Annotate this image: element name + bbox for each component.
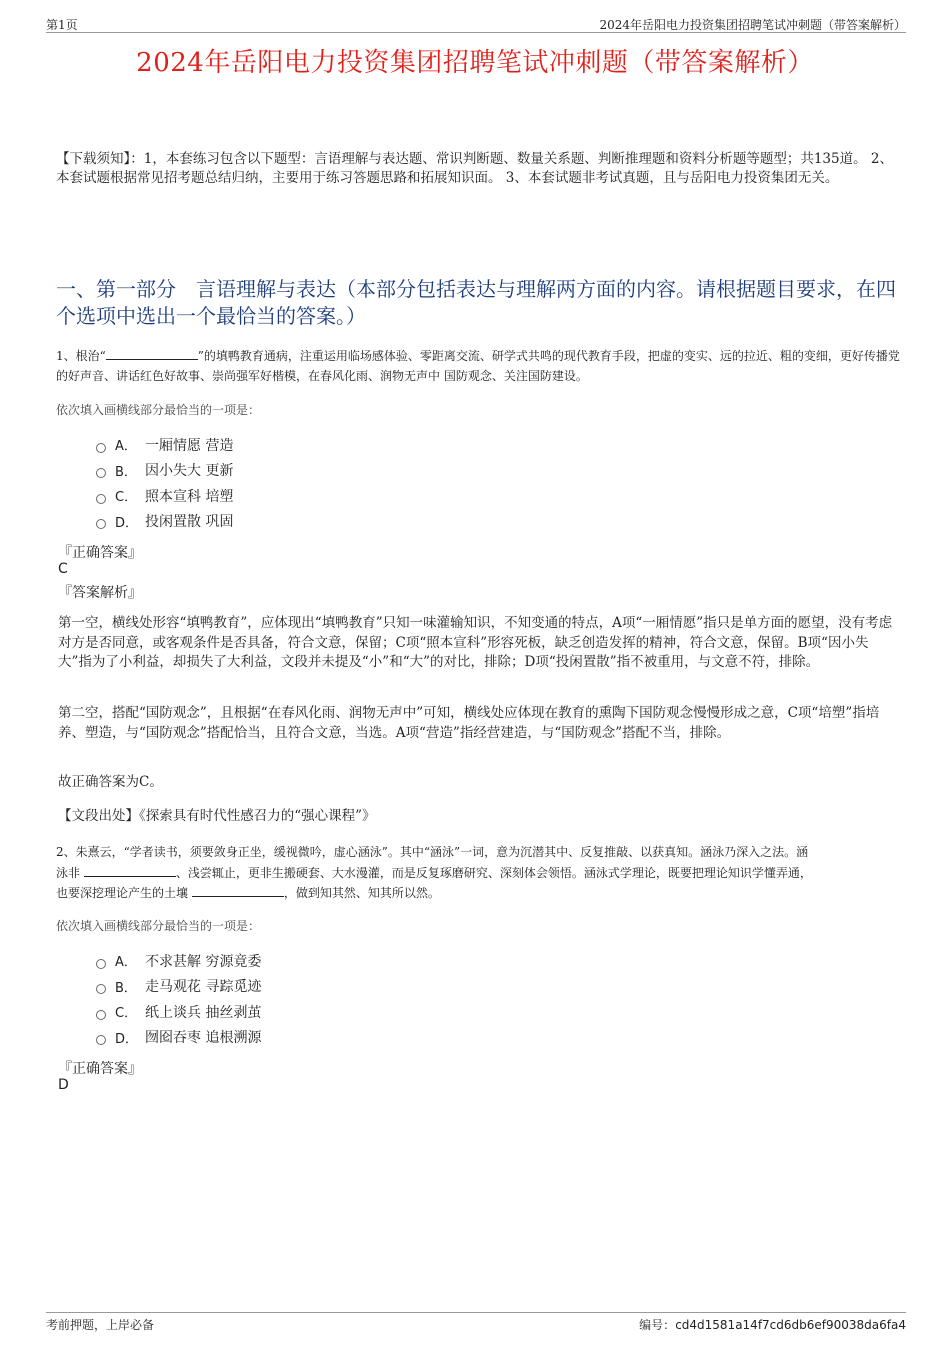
radio-icon[interactable] xyxy=(96,468,106,478)
option-letter: C． xyxy=(115,1006,138,1022)
radio-icon[interactable] xyxy=(96,1010,106,1020)
fill-blank xyxy=(106,347,198,360)
question-2-line-1: 2、朱熹云，“学者读书，须要敛身正坐，缓视微吟，虚心涵泳”。其中“涵泳”一词，意为沉潜其中、反复推敲、以获真知。涵泳乃深入之法。涵 xyxy=(56,845,809,859)
question-1-text-after: ”的填鸭教育通病，注重运用临场感体验、零距离交流、研学式共鸣的现代教育手段，把虚的变实、远的拉近、粗的变细，更好传播党的好声音、讲话红色好故事、崇尚强军好楷模，在春风化雨、润物无声中 国防观念、关注国防建设。 xyxy=(56,349,900,383)
question-2-text xyxy=(56,842,906,904)
answer-label: 『正确答案』 xyxy=(58,545,142,561)
header-doc-title: 2024年岳阳电力投资集团招聘笔试冲刺题（带答案解析） xyxy=(599,18,906,32)
option-c[interactable] xyxy=(96,483,233,509)
radio-icon[interactable] xyxy=(96,443,106,453)
option-text: 一厢情愿 营造 xyxy=(145,437,234,454)
question-2-line-2 xyxy=(56,863,906,884)
analysis-conclusion: 故正确答案为C。 xyxy=(58,774,163,790)
footer-slogan: 考前押题，上岸必备 xyxy=(46,1318,155,1332)
option-letter: D． xyxy=(115,1031,139,1047)
question-2-options xyxy=(96,948,261,1050)
option-text: 囫囵吞枣 追根溯源 xyxy=(145,1030,262,1047)
analysis-label: 『答案解析』 xyxy=(58,585,142,601)
question-2-line-3-before: 也要深挖理论产生的土壤 xyxy=(56,886,189,900)
radio-icon[interactable] xyxy=(96,1035,106,1045)
option-c[interactable] xyxy=(96,999,261,1025)
code-label: 编号： xyxy=(639,1318,676,1332)
question-1-prompt: 依次填入画横线部分最恰当的一项是： xyxy=(56,403,261,417)
option-text: 因小失大 更新 xyxy=(145,463,234,480)
option-letter: B． xyxy=(115,464,137,480)
question-1-options xyxy=(96,432,233,534)
option-text: 不求甚解 穷源竟委 xyxy=(145,953,262,970)
option-d[interactable] xyxy=(96,509,233,535)
fill-blank xyxy=(192,884,284,897)
option-letter: C． xyxy=(115,490,138,506)
download-notice: 【下载须知】：1，本套练习包含以下题型：言语理解与表达题、常识判断题、数量关系题、判断推理题和资料分析题等题型；共135道。 2、本套试题根据常见招考题总结归纳，主要用于练习答题思路和拓展知识面。 3、本套试题非考试真题，且与岳阳电力投资集团无关。 xyxy=(56,151,893,186)
page-header xyxy=(46,14,906,33)
radio-icon[interactable] xyxy=(96,519,106,529)
option-text: 纸上谈兵 抽丝剥茧 xyxy=(145,1004,262,1021)
option-a[interactable] xyxy=(96,432,233,458)
correct-answer: D xyxy=(58,1077,69,1093)
page-number: 第1页 xyxy=(46,18,78,32)
page-footer xyxy=(46,1312,906,1331)
document-title: 2024年岳阳电力投资集团招聘笔试冲刺题（带答案解析） xyxy=(136,48,814,78)
option-text: 走马观花 寻踪觅迹 xyxy=(145,979,262,996)
option-letter: B． xyxy=(115,980,137,996)
option-text: 照本宣科 培塑 xyxy=(145,488,234,505)
question-2-line-2-before: 泳非 xyxy=(56,865,81,880)
document-code xyxy=(639,1316,906,1333)
code-value: cd4d1581a14f7cd6db6ef90038da6fa4 xyxy=(675,1318,906,1332)
analysis-paragraph-2: 第二空，搭配“国防观念”，且根据“在春风化雨、润物无声中”可知，横线处应体现在教育的熏陶下国防观念慢慢形成之意，C项“培塑”指培养、塑造，与“国防观念”搭配恰当，且符合文意，当选。A项“营造”指经营建造，与“国防观念”搭配不当，排除。 xyxy=(58,705,880,741)
source-citation: 【文段出处】《探索具有时代性感召力的“强心课程”》 xyxy=(58,808,376,824)
answer-label: 『正确答案』 xyxy=(58,1061,142,1077)
option-d[interactable] xyxy=(96,1025,261,1051)
option-a[interactable] xyxy=(96,948,261,974)
question-2-prompt: 依次填入画横线部分最恰当的一项是： xyxy=(56,919,261,933)
analysis-paragraph-1: 第一空，横线处形容“填鸭教育”，应体现出“填鸭教育”只知一味灌输知识，不知变通的特点，A项“一厢情愿”指只是单方面的愿望，没有考虑对方是否同意，或客观条件是否具备，符合文意，保留；C项“照本宣科”形容死板，缺乏创造发挥的精神，符合文意，保留。B项“因小失大”指为了小利益，却损失了大利益，文段并未提及“小”和“大”的对比，排除；D项“投闲置散”指不被重用，与文意不符，排除。 xyxy=(58,615,893,670)
option-text: 投闲置散 巩固 xyxy=(145,514,234,531)
radio-icon[interactable] xyxy=(96,494,106,504)
option-letter: D． xyxy=(115,515,139,531)
option-b[interactable] xyxy=(96,974,261,1000)
option-letter: A． xyxy=(115,955,137,971)
question-2-line-3 xyxy=(56,883,906,904)
question-1-text xyxy=(56,346,906,386)
option-letter: A． xyxy=(115,439,137,455)
option-b[interactable] xyxy=(96,458,233,484)
question-1-text-before: 1、根治“ xyxy=(56,349,106,363)
section-heading: 一、第一部分 言语理解与表达（本部分包括表达与理解两方面的内容。请根据题目要求，在四个选项中选出一个最恰当的答案。） xyxy=(56,277,896,328)
question-2-line-3-after: ，做到知其然、知其所以然。 xyxy=(283,886,440,900)
correct-answer: C xyxy=(58,561,68,577)
question-2-line-2-after: 、浅尝辄止，更非生搬硬套、大水漫灌，而是反复琢磨研究、深刻体会领悟。涵泳式学理论，既要把理论知识学懂弄通， xyxy=(175,865,812,880)
radio-icon[interactable] xyxy=(96,959,106,969)
fill-blank xyxy=(84,864,176,877)
radio-icon[interactable] xyxy=(96,984,106,994)
